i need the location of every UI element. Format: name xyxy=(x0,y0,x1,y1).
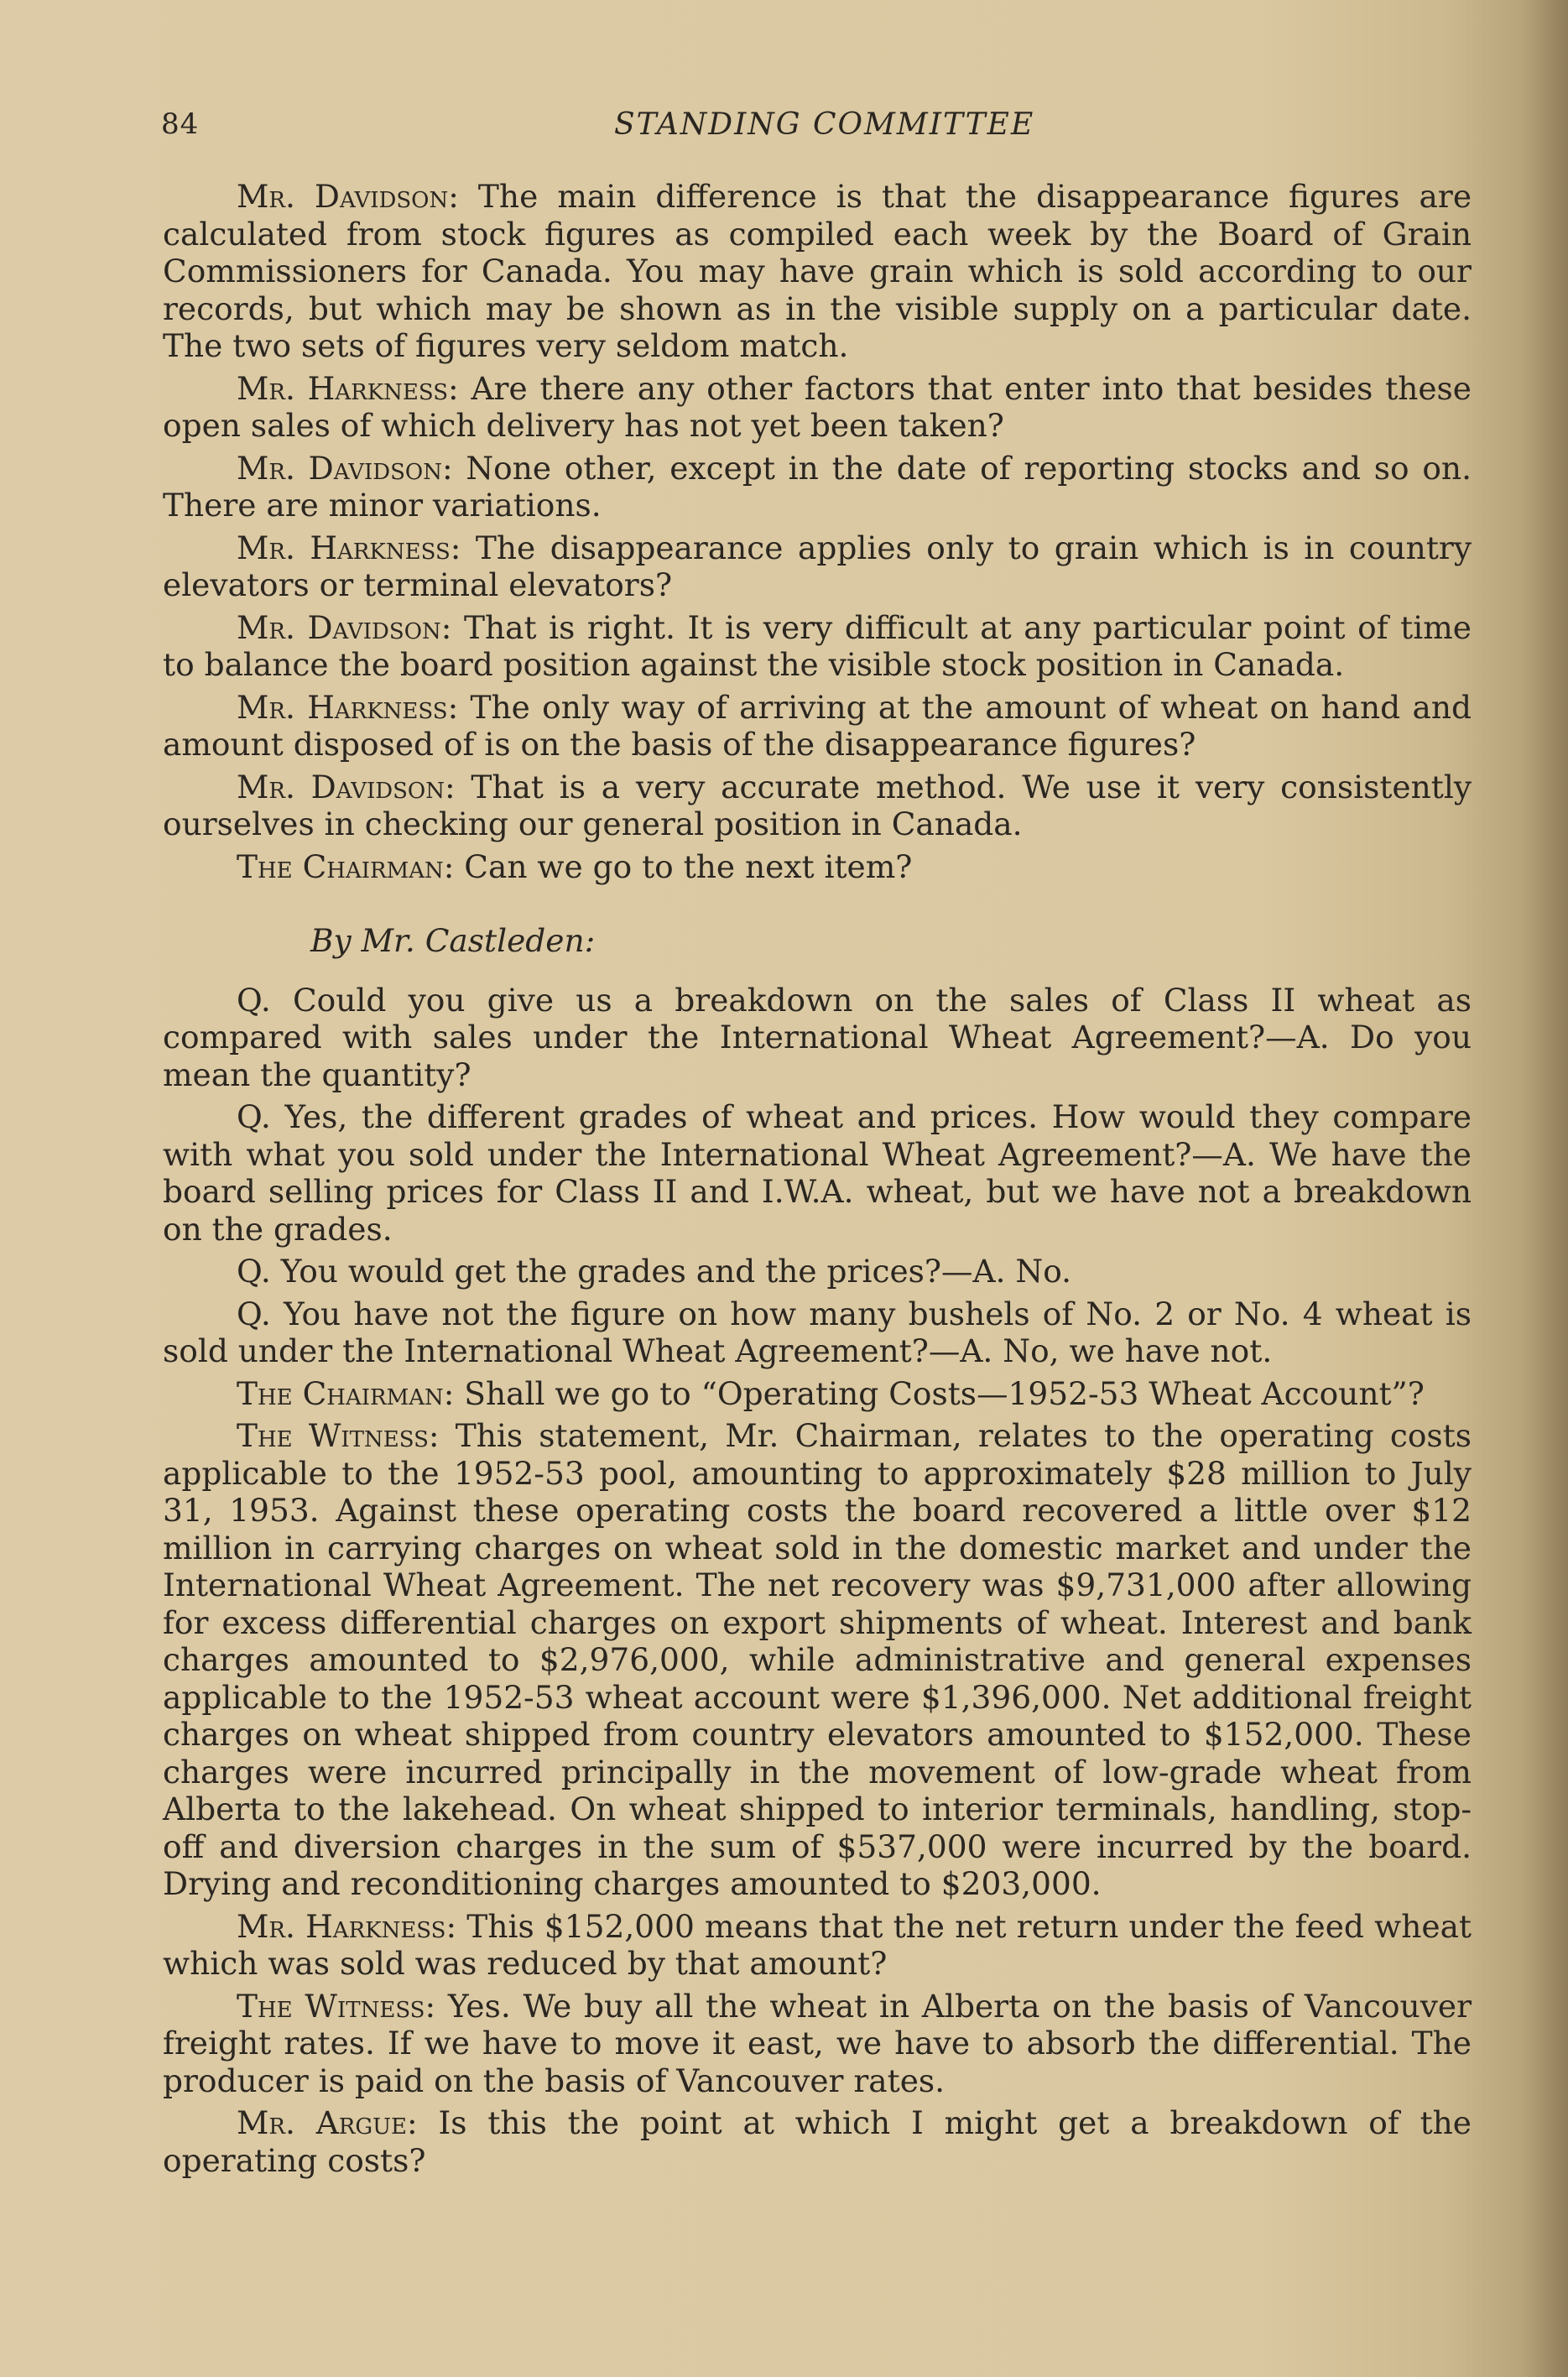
speech: This $152,000 means that the net return under the feed wheat which was sold was reduced by that amount? xyxy=(163,1907,1472,1982)
speech: This statement, Mr. Chairman, relates to the operating costs applicable to the 1952-53 pool, amounting to approximately $28 million to July 31, 1953. Against these operating costs the board recovered a little over $12 million in carrying charges on wheat sold in the domestic market and under the International Wheat Agreement. The net recovery was $9,731,000 after allowing for excess differential charges on export shipments of wheat. Interest and bank charges amounted to $2,976,000, while administrative and general expenses applicable to the 1952-53 wheat account were $1,396,000. Net additional freight charges on wheat shipped from country elevators amounted to $152,000. These charges were incurred principally in the movement of low-grade wheat from Alberta to the lakehead. On wheat shipped to interior terminals, handling, stop-off and diversion charges in the sum of $537,000 were incurred by the board. Drying and reconditioning charges amounted to $203,000. xyxy=(163,1417,1472,1902)
speaker: The Chairman: xyxy=(237,847,455,885)
paragraph xyxy=(163,1253,1472,1290)
speaker: Mr. Argue: xyxy=(237,2104,418,2141)
paragraph xyxy=(163,1417,1472,1903)
paragraph xyxy=(163,2104,1472,2179)
speech: Yes. We buy all the wheat in Alberta on the basis of Vancouver freight rates. If we have to move it east, we have to absorb the differential. The producer is paid on the basis of Vancouver rates. xyxy=(163,1987,1472,2099)
speaker: Mr. Davidson: xyxy=(237,768,456,805)
page-body xyxy=(163,178,1472,2184)
paragraph xyxy=(163,848,1472,886)
paragraph xyxy=(163,609,1472,684)
speech: The only way of arriving at the amount of wheat on hand and amount disposed of is on the basis of the disappearance figures? xyxy=(163,688,1472,763)
paragraph xyxy=(163,1375,1472,1413)
speech: Q. Could you give us a breakdown on the sales of Class II wheat as compared with sales under the International Wheat Agreement?—A. Do you mean the quantity? xyxy=(163,981,1472,1093)
speaker: Mr. Davidson: xyxy=(237,608,452,646)
speech: That is a very accurate method. We use it very consistently ourselves in checking our general position in Canada. xyxy=(163,768,1472,842)
paragraph xyxy=(163,370,1472,445)
speech: Q. You would get the grades and the prices?—A. No. xyxy=(237,1253,1072,1290)
paragraph xyxy=(163,1098,1472,1248)
speaker: The Chairman: xyxy=(237,1374,455,1412)
speaker: Mr. Davidson: xyxy=(237,178,459,215)
speaker: Mr. Harkness: xyxy=(237,529,461,566)
paragraph xyxy=(163,1908,1472,1983)
speech: The disappearance applies only to grain which is in country elevators or terminal elevators? xyxy=(163,529,1472,603)
speech: The main difference is that the disappearance figures are calculated from stock figures as compiled each week by the Board of Grain Commissioners for Canada. You may have grain which is sold according to our records, but which may be shown as in the visible supply on a particular date. The two sets of figures very seldom match. xyxy=(163,178,1472,364)
speech: Q. You have not the figure on how many bushels of No. 2 or No. 4 wheat is sold under the International Wheat Agreement?—A. No, we have not. xyxy=(163,1295,1472,1369)
speaker: Mr. Harkness: xyxy=(237,688,459,726)
paragraph xyxy=(163,769,1472,843)
running-head: STANDING COMMITTEE xyxy=(614,107,1035,142)
paragraph xyxy=(163,178,1472,365)
paragraph xyxy=(163,689,1472,764)
paragraph xyxy=(163,529,1472,604)
speaker: Mr. Harkness: xyxy=(237,1907,457,1945)
speaker: The Witness: xyxy=(237,1417,440,1454)
speaker: Mr. Davidson: xyxy=(237,449,453,487)
speaker: Mr. Harkness: xyxy=(237,369,459,407)
paragraph xyxy=(163,450,1472,524)
speech: That is right. It is very difficult at any particular point of time to balance the board position against the visible stock position in Canada. xyxy=(163,608,1472,683)
speech: Are there any other factors that enter into that besides these open sales of which delivery has not yet been taken? xyxy=(163,369,1472,444)
speech: Shall we go to “Operating Costs—1952-53 Wheat Account”? xyxy=(454,1374,1425,1412)
paragraph xyxy=(163,1988,1472,2100)
page-header xyxy=(161,107,1467,149)
speaker: The Witness: xyxy=(237,1987,436,2025)
examiner-byline: By Mr. Castleden: xyxy=(310,922,596,959)
speech: None other, except in the date of reporting stocks and so on. There are minor variations. xyxy=(163,449,1472,524)
speech: Is this the point at which I might get a breakdown of the operating costs? xyxy=(163,2104,1472,2179)
paragraph xyxy=(163,982,1472,1094)
speech: Can we go to the next item? xyxy=(454,847,913,885)
page-number: 84 xyxy=(161,107,200,141)
paragraph xyxy=(163,1295,1472,1370)
speech: Q. Yes, the different grades of wheat and prices. How would they compare with what you sold under the International Wheat Agreement?—A. We have the board selling prices for Class II and I.W.A. wheat, but we have not a breakdown on the grades. xyxy=(163,1098,1472,1248)
